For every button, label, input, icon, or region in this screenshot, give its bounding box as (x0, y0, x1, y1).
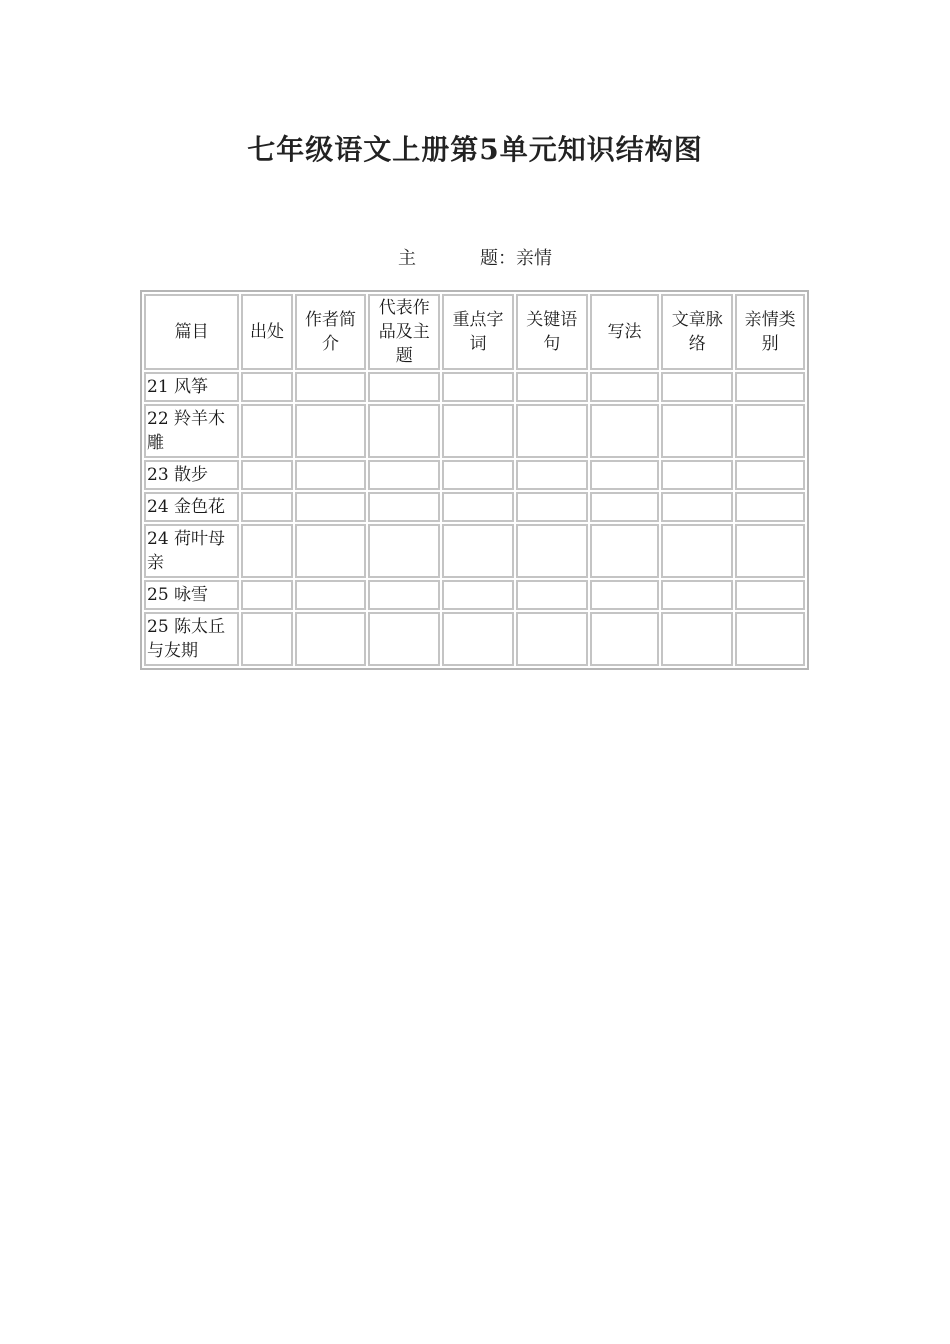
table-cell (295, 404, 367, 458)
table-cell (735, 524, 805, 578)
table-cell (368, 524, 440, 578)
header-cell-source: 出处 (241, 294, 292, 370)
table-cell (442, 612, 514, 666)
table-row (144, 372, 805, 402)
knowledge-table-wrapper (140, 290, 809, 670)
table-cell (442, 372, 514, 402)
table-row (144, 492, 805, 522)
table-cell (735, 492, 805, 522)
theme-value: 亲情 (516, 248, 552, 269)
header-cell-writing-technique: 写法 (590, 294, 660, 370)
table-cell (241, 460, 292, 490)
table-cell (516, 372, 588, 402)
row-title-cell: 25 陈太丘与友期 (144, 612, 239, 666)
table-cell (516, 580, 588, 610)
table-cell (735, 612, 805, 666)
table-row (144, 580, 805, 610)
theme-label: 主 (398, 248, 416, 269)
table-cell (368, 580, 440, 610)
table-cell (590, 372, 660, 402)
table-cell (735, 460, 805, 490)
table-row (144, 404, 805, 458)
table-cell (661, 460, 733, 490)
table-cell (295, 460, 367, 490)
header-cell-works: 代表作品及主题 (368, 294, 440, 370)
table-cell (735, 404, 805, 458)
table-row (144, 612, 805, 666)
table-cell (241, 612, 292, 666)
row-title-cell: 25 咏雪 (144, 580, 239, 610)
table-row (144, 524, 805, 578)
table-cell (661, 524, 733, 578)
table-cell (590, 460, 660, 490)
table-cell (241, 580, 292, 610)
table-cell (241, 524, 292, 578)
theme-label-suffix: 题： (480, 248, 516, 269)
table-cell (516, 524, 588, 578)
table-cell (241, 404, 292, 458)
table-cell (442, 492, 514, 522)
header-cell-structure: 文章脉络 (661, 294, 733, 370)
table-cell (590, 404, 660, 458)
table-cell (735, 372, 805, 402)
table-cell (661, 492, 733, 522)
table-cell (516, 404, 588, 458)
header-cell-author: 作者简介 (295, 294, 367, 370)
row-title-cell: 24 荷叶母亲 (144, 524, 239, 578)
table-cell (661, 404, 733, 458)
table-cell (241, 492, 292, 522)
table-cell (442, 404, 514, 458)
table-cell (295, 492, 367, 522)
table-cell (516, 492, 588, 522)
knowledge-structure-table (140, 290, 809, 670)
table-cell (241, 372, 292, 402)
table-cell (590, 580, 660, 610)
row-title-cell: 24 金色花 (144, 492, 239, 522)
table-cell (368, 492, 440, 522)
table-cell (590, 524, 660, 578)
table-cell (368, 460, 440, 490)
table-cell (661, 372, 733, 402)
row-title-cell: 23 散步 (144, 460, 239, 490)
page-title: 七年级语文上册第5单元知识结构图 (247, 133, 703, 166)
row-title-cell: 21 风筝 (144, 372, 239, 402)
table-cell (661, 580, 733, 610)
table-cell (516, 460, 588, 490)
row-title-cell: 22 羚羊木雕 (144, 404, 239, 458)
table-cell (442, 524, 514, 578)
table-cell (295, 580, 367, 610)
table-cell (661, 612, 733, 666)
header-row (144, 294, 805, 370)
table-cell (735, 580, 805, 610)
header-cell-vocabulary: 重点字词 (442, 294, 514, 370)
table-cell (368, 612, 440, 666)
table-row (144, 460, 805, 490)
theme-line (0, 244, 950, 270)
table-cell (442, 460, 514, 490)
table-cell (295, 612, 367, 666)
table-cell (442, 580, 514, 610)
header-cell-key-sentences: 关键语句 (516, 294, 588, 370)
header-cell-title: 篇目 (144, 294, 239, 370)
table-cell (516, 612, 588, 666)
table-cell (368, 372, 440, 402)
table-cell (295, 524, 367, 578)
table-cell (368, 404, 440, 458)
table-cell (590, 492, 660, 522)
table-cell (590, 612, 660, 666)
table-cell (295, 372, 367, 402)
header-cell-affection-type: 亲情类别 (735, 294, 805, 370)
